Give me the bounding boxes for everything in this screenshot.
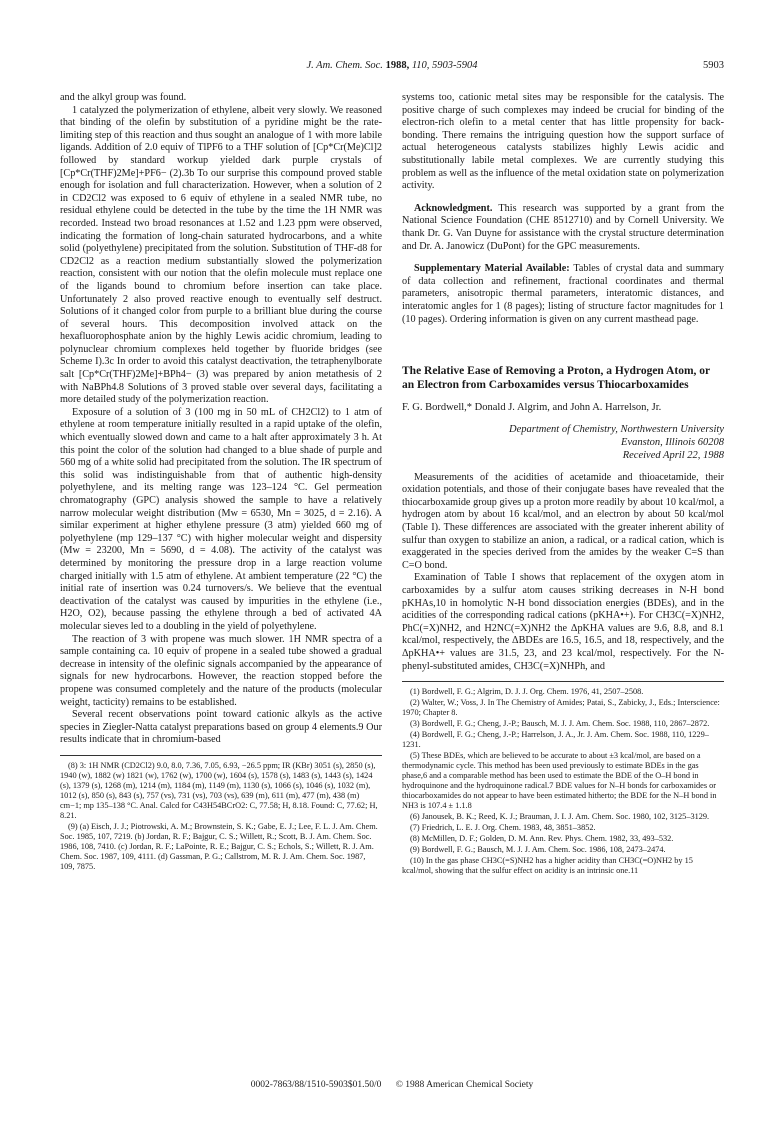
page-footer	[0, 1080, 784, 1090]
right-column	[402, 92, 724, 877]
department: Department of Chemistry, Northwestern University	[509, 423, 724, 435]
paragraph: and the alkyl group was found.	[60, 92, 187, 103]
footnote: (2) Walter, W.; Voss, J. In The Chemistry of Amides; Patai, S., Zabicky, J., Eds.; Interscience: 1970; Chapter 8.	[402, 698, 720, 718]
running-header	[60, 60, 724, 74]
journal-year: 1988,	[385, 60, 410, 71]
paragraph: 1 catalyzed the polymerization of ethylene, albeit very slowly. We reasoned that binding of the olefin by substitution of a pyridine might be the rate-limiting step of this reaction and thus sought an analogue of 1 with more labile ligands. Addition of 2.0 equiv of TlPF6 to a THF solution of [Cp*Cr(Me)Cl]2 followed by standard workup yielded dark purple crystals of [Cp*Cr(THF)2Me]+PF6− (2).3b To our surprise this compound proved stable enough for isolation and full characterization. However, when a solution of 2 in CD2Cl2 was exposed to 6 equiv of ethylene in a sealed NMR tube, no residual ethylene could be detected in the tube by the time the 1H NMR was recorded. Instead two broad resonances at 1.52 and 1.23 ppm were observed, indicating the formation of long-chain saturated hydrocarbons, and a white solid (polyethylene) precipitated from the solution. Substitution of THF-d8 for CD2Cl2 as a reaction medium substantially slowed the polymerization reaction, consistent with our notion that the olefin molecule must replace one of the ligands bound to chromium before insertion can take place. Unfortunately 2 also proved reactive enough to eventually self destruct. Solutions of it changed color from purple to a brilliant blue during the course of several hours. This decomposition involved attack on the hexafluorophosphate anion by the highly Lewis acidic chromium, leading to polynuclear chromium complexes held together by fluoride bridges (see Scheme I).3c In order to avoid this catalyst deactivation, the tetraphenylborate salt [Cp*Cr(THF)2Me]+BPh4− (3) was prepared by anion metathesis of 2 with NaBPh4.8 Solutions of 3 proved stable over several days, facilitating a more detailed study of the polymerization reaction.	[60, 104, 382, 406]
footnote: (7) Friedrich, L. E. J. Org. Chem. 1983, 48, 3851–3852.	[410, 823, 596, 833]
footnote: (6) Janousek, B. K.; Reed, K. J.; Brauman, J. I. J. Am. Chem. Soc. 1980, 102, 3125–3129.	[410, 812, 710, 822]
footnotes-left	[60, 761, 382, 872]
footnote: (9) Bordwell, F. G.; Bausch, M. J. J. Am. Chem. Soc. 1986, 108, 2473–2474.	[410, 845, 666, 855]
footnote: (1) Bordwell, F. G.; Algrim, D. J. J. Org. Chem. 1976, 41, 2507–2508.	[410, 687, 644, 697]
article-body	[402, 472, 724, 674]
footnote-divider	[402, 681, 724, 682]
footnote: (10) In the gas phase CH3C(=S)NH2 has a higher acidity than CH3C(=O)NH2 by 15 kcal/mol, showing that the sulfur effect on acidity is an intrinsic one.11	[402, 856, 693, 876]
acknowledgment	[402, 203, 724, 253]
affiliation	[402, 423, 724, 462]
footnotes-right	[402, 687, 724, 876]
acknowledgment-text: This research was supported by a grant from the National Science Foundation (CHE 8512710) and by Cornell University. We thank Dr. G. Van Duyne for assistance with the crystal structure determination and Dr. A. Janowicz (DuPont) for the GPC measurements.	[402, 202, 724, 252]
footnote-divider	[60, 755, 382, 756]
footnote: (5) These BDEs, which are believed to be accurate to about ±3 kcal/mol, are based on a thermodynamic cycle. This method has been used previously to estimate BDEs in the gas phase,6 and a comparable method has been used to estimate the BDE of the O–H bond in hydroquinone and the hydroquinone radical.7 BDE values for N–H bonds for carboxamides or thiocarboxamides do not appear to have been estimated hitherto; the BDE for the N–H bond in NH3 is 107.4 ± 1.1.8	[402, 751, 717, 811]
supplementary-text: Tables of crystal data and summary of data collection and refinement, fractional coordinates and thermal parameters, anisotropic thermal parameters, interatomic distances, and interatomic angles for 1 (8 pages); listing of structure factor magnitudes for 1 (10 pages). Ordering information is given on any current masthead page.	[402, 263, 724, 325]
supplementary-label: Supplementary Material Available:	[414, 263, 570, 275]
journal-pages: 5903-5904	[432, 60, 478, 71]
received-date: Received April 22, 1988	[622, 449, 724, 461]
article-code: 0002-7863/88/1510-5903$01.50/0	[250, 1080, 382, 1090]
paragraph: Several recent observations point toward cationic alkyls as the active species in Ziegler-Natta catalyst preparations based on group 4 elements.9 Our results indicate that in chromium-based	[60, 709, 382, 746]
footnote: (8) 3: 1H NMR (CD2Cl2) 9.0, 8.0, 7.36, 7.05, 6.93, −26.5 ppm; IR (KBr) 3051 (s), 2850 (s), 1940 (w), 1882 (w) 1821 (w), 1762 (w), 1700 (w), 1604 (s), 1578 (s), 1483 (s), 1443 (s), 1424 (s), 1379 (s), 1268 (m), 1214 (m), 1184 (m), 1149 (m), 1130 (s), 1066 (s), 1046 (s), 1032 (m), 1012 (s), 850 (s), 843 (s), 757 (vs), 731 (vs), 703 (vs), 639 (m), 611 (m), 477 (m), 438 (m) cm−1; mp 135–138 °C. Anal. Calcd for C43H54BCrO2: C, 77.58; H, 8.18. Found: C, 77.62; H, 8.21.	[60, 760, 378, 820]
paragraph: Measurements of the acidities of acetamide and thioacetamide, their oxidation potentials, and those of their conjugate bases have revealed that the thiocarboxamide group gives up a proton more readily by about 10 kcal/mol, a hydrogen atom by about 16 kcal/mol, and an electron by about 50 kcal/mol (Table I). These differences are associated with the greater inherent ability of sulfur than oxygen to stabilize an anion, a radical, or a radical cation, which is exaggerated in the species derived from the amides by the weaker C=S than C=O bond.	[402, 471, 724, 571]
footnote: (9) (a) Eisch, J. J.; Piotrowski, A. M.; Brownstein, S. K.; Gabe, E. J.; Lee, F. L. J. Am. Chem. Soc. 1985, 107, 7219. (b) Jordan, R. F.; Bajgur, C. S.; Willett, R.; Scott, B. J. Am. Chem. Soc. 1986, 108, 7410. (c) Jordan, R. F.; LaPointe, R. E.; Bajgur, C. S.; Echols, S.; Willett, R. J. Am. Chem. Soc. 1987, 109, 4111. (d) Gassman, P. G.; Callstrom, M. R. J. Am. Chem. Soc. 1987, 109, 7875.	[60, 821, 378, 871]
journal-name: J. Am. Chem. Soc.	[306, 60, 383, 71]
paragraph: The reaction of 3 with propene was much slower. 1H NMR spectra of a sample containing ca. 10 equiv of propene in a sealed tube showed a gradual decrease in intensity of the olefinic signals accompanied by the appearance of signals for new hydrocarbons. However, the reaction stopped before the propene was consumed completely and the nature of the products (molecular weight, tacticity) remains to be established.	[60, 633, 382, 708]
location: Evanston, Illinois 60208	[621, 436, 724, 448]
paragraph: Exposure of a solution of 3 (100 mg in 50 mL of CH2Cl2) to 1 atm of ethylene at room temperature initially resulted in a rapid uptake of the olefin, which eventually slowed down and came to a halt after approximately 3 h. At this point the color of the solution had changed to a blue shade of purple and 560 mg of a white solid had precipitated from the solution. The IR spectrum of this solid was indistinguishable from that of authentic high-density polyethylene, and its melting range was 123–124 °C. Gel permeation chromatography (GPC) analysis showed the sample to have a relatively narrow molecular weight distribution (Mw = 6530, Mn = 3025, d = 2.16). A similar experiment at higher ethylene pressure (3 atm) yielded 660 mg of polyethylene (mp 129–137 °C) with higher molecular weight and dispersity (Mw = 23200, Mn = 5690, d = 4.08). The activity of the catalyst was determined by monitoring the pressure drop in a large reaction volume charged initially with 1.5 atm of ethylene. At ambient temperature (22 °C) the initial rate of insertion was 0.24 turnovers/s. We believe that the eventual deactivation of the catalyst was caused by impurities in the ethylene (i.e., H2O, O2), because passing the ethylene through a bed of activated 4A molecular sieves led to a doubling in the yield of polyethylene.	[60, 406, 382, 632]
journal-volume: 110,	[411, 60, 430, 71]
supplementary-material	[402, 263, 724, 326]
journal-citation	[60, 60, 724, 71]
footnote: (4) Bordwell, F. G.; Cheng, J.-P.; Harrelson, J. A., Jr. J. Am. Chem. Soc. 1988, 110, 1229–1231.	[402, 730, 709, 750]
paragraph: systems too, cationic metal sites may be responsible for the catalysis. The positive charge of such complexes may indeed be crucial for binding of the electron-rich olefin to a metal center that has little propensity for back-bonding. There remains the intriguing question how the support surface of actual heterogeneous catalysts stabilizes highly Lewis acidic and substitutionally labile metal complexes. We are currently studying this problem as well as the influence of the metal oxidation state on polymerization activity.	[402, 92, 724, 192]
authors: F. G. Bordwell,* Donald J. Algrim, and John A. Harrelson, Jr.	[402, 402, 662, 414]
copyright: © 1988 American Chemical Society	[395, 1080, 534, 1090]
footnote: (3) Bordwell, F. G.; Cheng, J.-P.; Bausch, M. J. J. Am. Chem. Soc. 1988, 110, 2867–2872.	[410, 719, 710, 729]
acknowledgment-label: Acknowledgment.	[414, 202, 493, 214]
footnote: (8) McMillen, D. F.; Golden, D. M. Ann. Rev. Phys. Chem. 1982, 33, 493–532.	[410, 834, 674, 844]
paragraph: Examination of Table I shows that replacement of the oxygen atom in carboxamides by a sulfur atom causes striking decreases in N-H bond pKHAs,10 in homolytic N-H bond dissociation energies (BDEs), and in the acidities of the corresponding radical cations (pKHA•+). For CH3C(=X)NH2, PhC(=X)NH2, and H2NC(=X)NH2 the ΔpKHA values are 9.6, 8.8, and 8.1 kcal/mol, respectively, the ΔBDEs are 16.5, 16.5, and 18, respectively, and the ΔpKHA•+ values are 31.5, 23, and 23 kcal/mol, respectively. For the N-phenyl-substituted amides, CH3C(=X)NHPh, and	[402, 572, 724, 672]
article-title: The Relative Ease of Removing a Proton, a Hydrogen Atom, or an Electron from Carboxamides versus Thiocarboxamides	[402, 365, 710, 392]
left-column	[60, 92, 382, 873]
page-number: 5903	[703, 60, 724, 71]
